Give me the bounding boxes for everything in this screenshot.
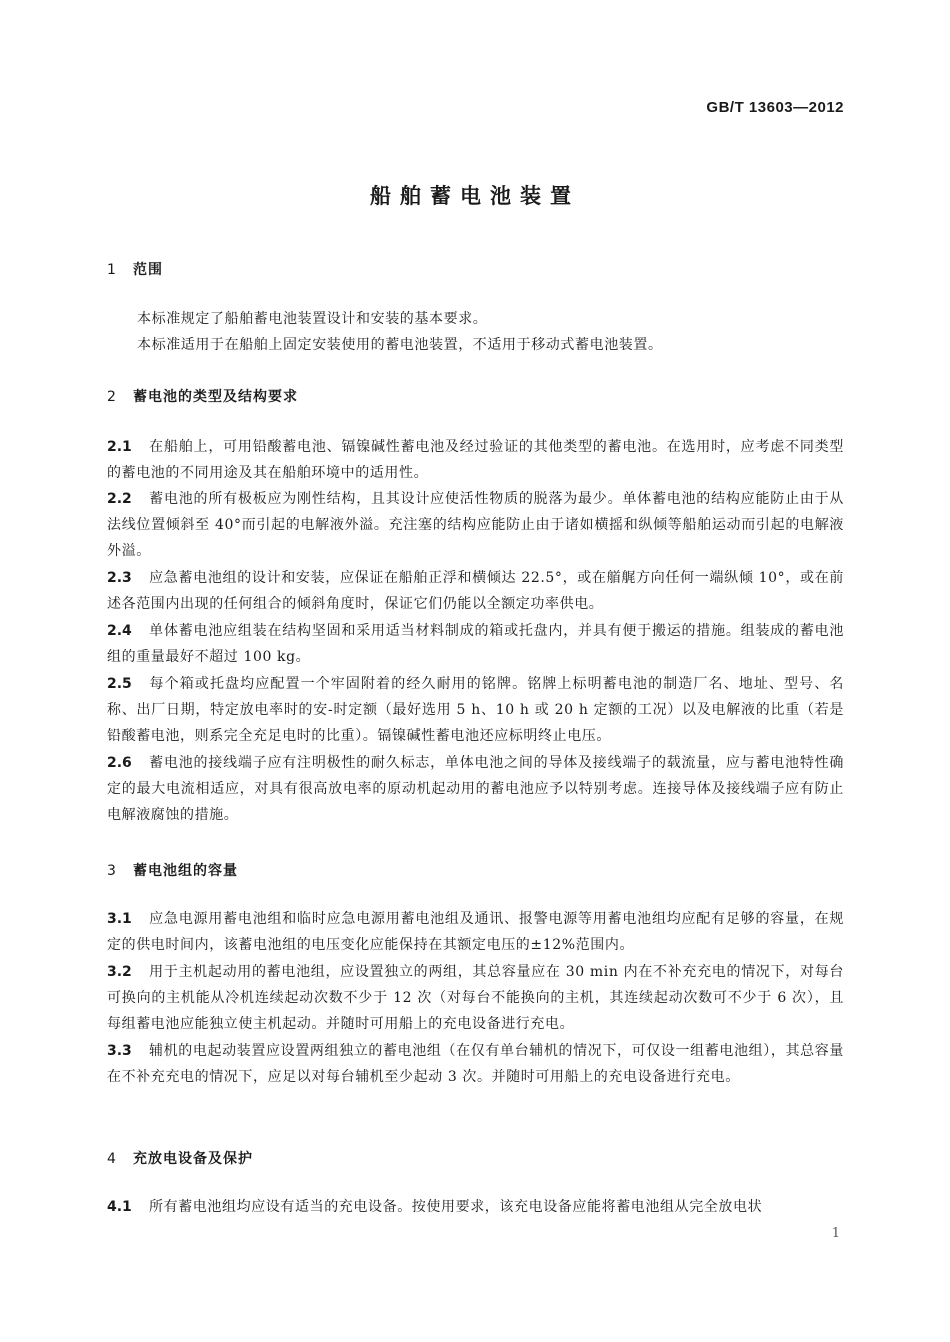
section-heading-charging <box>107 1148 253 1168</box>
clause-text: 在船舶上，可用铅酸蓄电池、镉镍碱性蓄电池及经过验证的其他类型的蓄电池。在选用时，应考虑不同类型的蓄电池的不同用途及其在船舶环境中的适用性。 <box>107 439 844 481</box>
clause-number: 2.5 <box>107 676 132 692</box>
clause-number: 2.6 <box>107 755 132 771</box>
section-title: 蓄电池的类型及结构要求 <box>133 389 298 405</box>
clause-number: 3.2 <box>107 964 132 980</box>
clause-2-3 <box>107 565 844 617</box>
clause-text: 蓄电池的接线端子应有注明极性的耐久标志，单体电池之间的导体及接线端子的载流量，应与蓄电池特性确定的最大电流相适应，对具有很高放电率的原动机起动用的蓄电池应予以特别考虑。连接导体及接线端子应有防止电解液腐蚀的措施。 <box>107 755 844 823</box>
clause-2-5 <box>107 671 844 749</box>
clause-text: 蓄电池的所有极板应为刚性结构，且其设计应使活性物质的脱落为最少。单体蓄电池的结构应能防止由于从法线位置倾斜至 40°而引起的电解液外溢。充注塞的结构应能防止由于诸如横摇和纵倾等船舶运动而引起的电解液外溢。 <box>107 491 844 559</box>
section-heading-capacity <box>107 860 238 880</box>
section-title: 充放电设备及保护 <box>133 1151 253 1167</box>
section-heading-scope <box>107 259 163 279</box>
clause-2-1 <box>107 434 844 486</box>
clause-2-4 <box>107 618 844 670</box>
clause-2-6 <box>107 750 844 828</box>
section-number: 3 <box>107 863 117 879</box>
clause-2-2 <box>107 486 844 564</box>
paragraph: 本标准规定了船舶蓄电池装置设计和安装的基本要求。 <box>137 311 488 327</box>
clause-number: 2.4 <box>107 623 132 639</box>
clause-3-1 <box>107 906 844 958</box>
clause-number: 2.3 <box>107 570 132 586</box>
clause-number: 3.1 <box>107 911 132 927</box>
clause-text: 所有蓄电池组均应设有适当的充电设备。按使用要求，该充电设备应能将蓄电池组从完全放电状 <box>149 1199 763 1215</box>
clause-text: 应急蓄电池组的设计和安装，应保证在船舶正浮和横倾达 22.5°，或在艏艉方向任何一端纵倾 10°，或在前述各范围内出现的任何组合的倾斜角度时，保证它们仍能以全额定功率供电。 <box>107 570 844 612</box>
clause-text: 用于主机起动用的蓄电池组，应设置独立的两组，其总容量应在 30 min 内在不补充充电的情况下，对每台可换向的主机能从冷机连续起动次数不少于 12 次（对每台不能换向的主机，其连续起动次数可不少于 6 次），且每组蓄电池应能独立使主机起动。并随时可用船上的充电设备进行充电。 <box>107 964 844 1032</box>
clause-number: 2.1 <box>107 439 132 455</box>
page-number: 1 <box>831 1226 840 1241</box>
section-number: 4 <box>107 1151 117 1167</box>
clause-number: 4.1 <box>107 1199 132 1215</box>
clause-text: 每个箱或托盘均应配置一个牢固附着的经久耐用的铭牌。铭牌上标明蓄电池的制造厂名、地址、型号、名称、出厂日期，特定放电率时的安-时定额（最好选用 5 h、10 h 或 20 h 定额的工况）以及电解液的比重（若是铅酸蓄电池，则系完全充足电时的比重）。镉镍碱性蓄电池还应标明终止电压。 <box>107 676 844 744</box>
clause-3-2 <box>107 959 844 1037</box>
document-title: 船舶蓄电池装置 <box>370 184 580 208</box>
standard-code: GB/T 13603—2012 <box>706 99 844 116</box>
clause-text: 应急电源用蓄电池组和临时应急电源用蓄电池组及通讯、报警电源等用蓄电池组均应配有足够的容量，在规定的供电时间内，该蓄电池组的电压变化应能保持在其额定电压的±12%范围内。 <box>107 911 844 953</box>
section-number: 2 <box>107 389 117 405</box>
clause-3-3 <box>107 1038 844 1090</box>
paragraph: 本标准适用于在船舶上固定安装使用的蓄电池装置，不适用于移动式蓄电池装置。 <box>137 337 663 353</box>
clause-text: 单体蓄电池应组装在结构坚固和采用适当材料制成的箱或托盘内，并具有便于搬运的措施。组装成的蓄电池组的重量最好不超过 100 kg。 <box>107 623 844 665</box>
section-title: 蓄电池组的容量 <box>133 863 238 879</box>
section-heading-types <box>107 386 298 406</box>
section-title: 范围 <box>133 262 163 278</box>
clause-4-1 <box>107 1194 844 1220</box>
clause-number: 2.2 <box>107 491 132 507</box>
clause-number: 3.3 <box>107 1043 132 1059</box>
section-number: 1 <box>107 262 117 278</box>
clause-text: 辅机的电起动装置应设置两组独立的蓄电池组（在仅有单台辅机的情况下，可仅设一组蓄电池组），其总容量在不补充充电的情况下，应足以对每台辅机至少起动 3 次。并随时可用船上的充电设备进行充电。 <box>107 1043 844 1085</box>
